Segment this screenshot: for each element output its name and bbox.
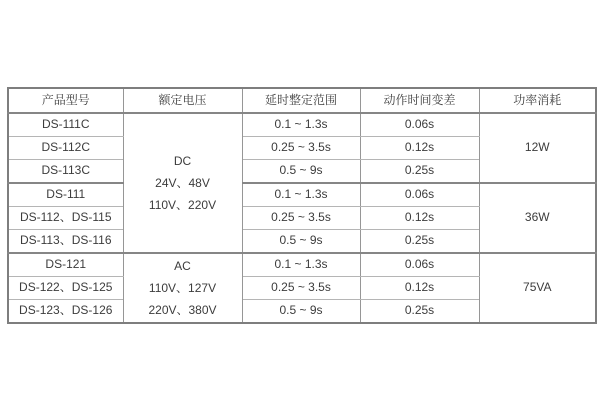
voltage-line: 110V、220V bbox=[148, 198, 217, 212]
voltage-line: 24V、48V bbox=[155, 176, 210, 190]
cell-model: DS-111 bbox=[8, 183, 123, 207]
header-delay-range: 延时整定范围 bbox=[242, 88, 360, 113]
cell-variation: 0.25s bbox=[360, 300, 479, 324]
header-row bbox=[8, 88, 596, 113]
spec-table bbox=[7, 87, 597, 324]
table-row bbox=[8, 113, 596, 137]
table-row bbox=[8, 183, 596, 207]
cell-variation: 0.06s bbox=[360, 253, 479, 277]
cell-voltage-ac bbox=[123, 253, 242, 323]
cell-power-12w: 12W bbox=[479, 113, 596, 183]
cell-model: DS-113C bbox=[8, 160, 123, 184]
cell-power-36w: 36W bbox=[479, 183, 596, 253]
voltage-line: AC bbox=[174, 259, 191, 273]
cell-variation: 0.12s bbox=[360, 207, 479, 230]
cell-delay: 0.25 ~ 3.5s bbox=[242, 277, 360, 300]
table-row bbox=[8, 253, 596, 277]
cell-model: DS-112、DS-115 bbox=[8, 207, 123, 230]
cell-delay: 0.1 ~ 1.3s bbox=[242, 183, 360, 207]
cell-delay: 0.1 ~ 1.3s bbox=[242, 253, 360, 277]
cell-model: DS-122、DS-125 bbox=[8, 277, 123, 300]
voltage-line: 220V、380V bbox=[148, 303, 217, 317]
cell-delay: 0.25 ~ 3.5s bbox=[242, 207, 360, 230]
voltage-line: 110V、127V bbox=[148, 281, 217, 295]
cell-model: DS-123、DS-126 bbox=[8, 300, 123, 324]
header-rated-voltage: 额定电压 bbox=[123, 88, 242, 113]
cell-variation: 0.06s bbox=[360, 183, 479, 207]
cell-power-75va: 75VA bbox=[479, 253, 596, 323]
header-time-variation: 动作时间变差 bbox=[360, 88, 479, 113]
header-power-consumption: 功率消耗 bbox=[479, 88, 596, 113]
cell-variation: 0.12s bbox=[360, 137, 479, 160]
cell-delay: 0.25 ~ 3.5s bbox=[242, 137, 360, 160]
cell-model: DS-113、DS-116 bbox=[8, 230, 123, 254]
cell-model: DS-121 bbox=[8, 253, 123, 277]
cell-delay: 0.5 ~ 9s bbox=[242, 300, 360, 324]
cell-delay: 0.1 ~ 1.3s bbox=[242, 113, 360, 137]
voltage-line: DC bbox=[173, 154, 192, 168]
cell-delay: 0.5 ~ 9s bbox=[242, 230, 360, 254]
cell-variation: 0.12s bbox=[360, 277, 479, 300]
header-product-model: 产品型号 bbox=[8, 88, 123, 113]
cell-model: DS-111C bbox=[8, 113, 123, 137]
cell-variation: 0.25s bbox=[360, 230, 479, 254]
cell-variation: 0.25s bbox=[360, 160, 479, 184]
cell-variation: 0.06s bbox=[360, 113, 479, 137]
cell-voltage-dc bbox=[123, 113, 242, 253]
cell-delay: 0.5 ~ 9s bbox=[242, 160, 360, 184]
cell-model: DS-112C bbox=[8, 137, 123, 160]
